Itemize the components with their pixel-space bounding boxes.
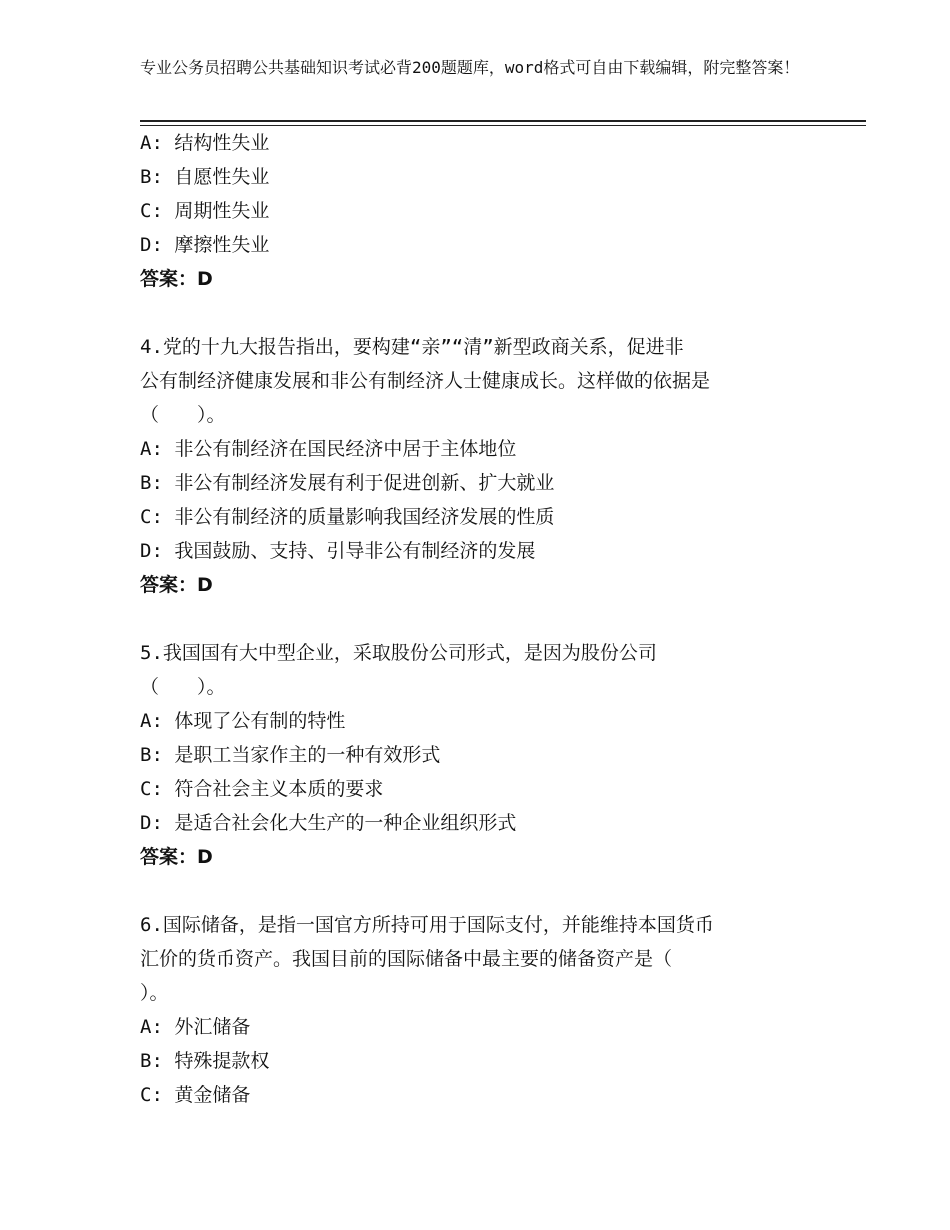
header-rule-thick	[140, 120, 866, 122]
option-d: D: 是适合社会化大生产的一种企业组织形式	[140, 812, 517, 834]
option-b: B: 非公有制经济发展有利于促进创新、扩大就业	[140, 472, 555, 494]
option-d: D: 摩擦性失业	[140, 234, 270, 256]
option-a: A: 外汇储备	[140, 1016, 251, 1038]
option-a: A: 结构性失业	[140, 132, 270, 154]
option-b: B: 特殊提款权	[140, 1050, 270, 1072]
question-text-line: 汇价的货币资产。我国目前的国际储备中最主要的储备资产是（	[140, 948, 673, 970]
answer-label: 答案：D	[140, 846, 213, 868]
answer-label: 答案：D	[140, 268, 213, 290]
question-text-line: 5.我国国有大中型企业，采取股份公司形式，是因为股份公司	[140, 642, 657, 664]
question-text-line: （ ）。	[140, 676, 226, 698]
option-a: A: 体现了公有制的特性	[140, 710, 346, 732]
spacer	[140, 874, 820, 908]
spacer	[140, 602, 820, 636]
question-text-line: 公有制经济健康发展和非公有制经济人士健康成长。这样做的依据是	[140, 370, 711, 392]
question-text-line: 6.国际储备，是指一国官方所持可用于国际支付，并能维持本国货币	[140, 914, 714, 936]
question-text-line: 4.党的十九大报告指出，要构建“亲”“清”新型政商关系，促进非	[140, 336, 684, 358]
document-header: 专业公务员招聘公共基础知识考试必背200题题库，word格式可自由下载编辑，附完整答案！	[140, 58, 800, 77]
option-c: C: 黄金储备	[140, 1084, 251, 1106]
option-a: A: 非公有制经济在国民经济中居于主体地位	[140, 438, 517, 460]
question-5	[140, 636, 820, 874]
spacer	[140, 296, 820, 330]
question-text-line: （ ）。	[140, 404, 226, 426]
option-b: B: 是职工当家作主的一种有效形式	[140, 744, 441, 766]
question-content	[140, 126, 820, 1112]
question-text-line: ）。	[140, 982, 169, 1004]
question-6	[140, 908, 820, 1112]
question-4	[140, 330, 820, 602]
option-d: D: 我国鼓励、支持、引导非公有制经济的发展	[140, 540, 536, 562]
option-c: C: 符合社会主义本质的要求	[140, 778, 384, 800]
answer-label: 答案：D	[140, 574, 213, 596]
option-b: B: 自愿性失业	[140, 166, 270, 188]
option-c: C: 非公有制经济的质量影响我国经济发展的性质	[140, 506, 555, 528]
option-c: C: 周期性失业	[140, 200, 270, 222]
question-3-options	[140, 126, 820, 296]
